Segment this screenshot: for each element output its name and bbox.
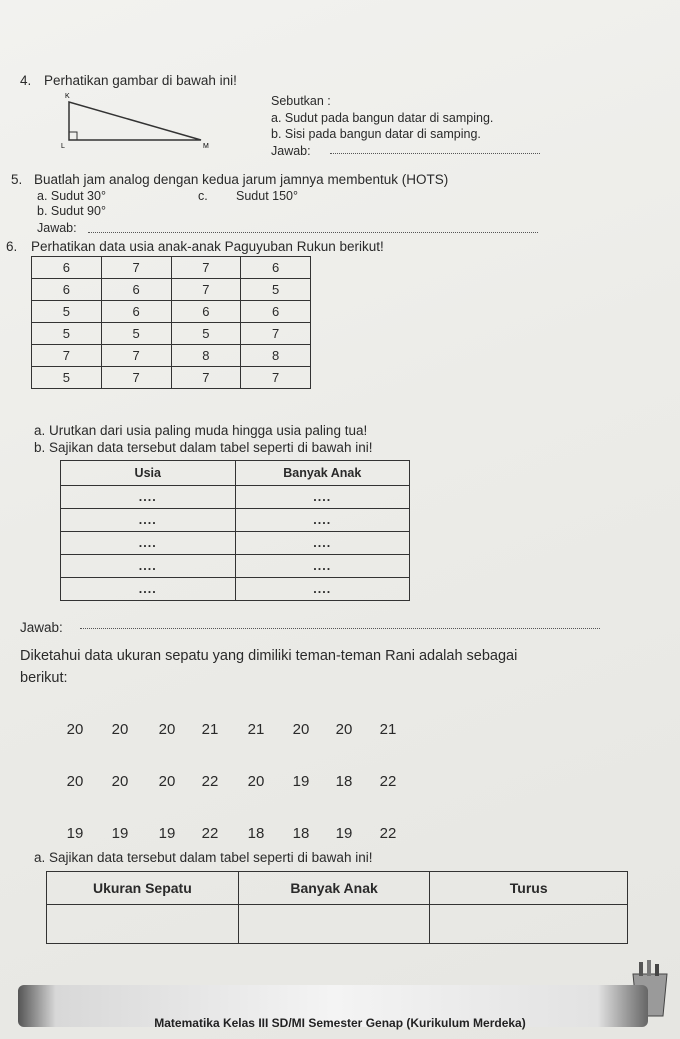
- banyak-anak-blank[interactable]: [238, 905, 430, 944]
- table-row: [32, 323, 311, 345]
- usia-blank[interactable]: ....: [61, 555, 236, 578]
- q5-part-c: Sudut 150°: [236, 189, 298, 203]
- q6-part-a: a. Urutkan dari usia paling muda hingga usia paling tua!: [34, 423, 368, 438]
- age-cell: 7: [171, 257, 241, 279]
- age-cell: 7: [32, 345, 102, 367]
- shoe-size-value: 22: [201, 773, 219, 790]
- age-frequency-table: [60, 460, 410, 601]
- table-row: [61, 555, 410, 578]
- shoe-size-value: 19: [335, 825, 353, 842]
- shoe-size-value: 20: [66, 773, 84, 790]
- q5-text: Buatlah jam analog dengan kedua jarum jamnya membentuk (HOTS): [34, 172, 449, 187]
- banyak-anak-blank[interactable]: ....: [235, 555, 410, 578]
- q6-part-b: b. Sajikan data tersebut dalam tabel seperti di bawah ini!: [34, 440, 373, 455]
- age-cell: 6: [32, 279, 102, 301]
- header-banyak-anak: Banyak Anak: [235, 461, 410, 486]
- shoe-part-a: a. Sajikan data tersebut dalam tabel seperti di bawah ini!: [34, 850, 373, 865]
- table-row: [61, 532, 410, 555]
- q6-answer-line[interactable]: [80, 628, 600, 629]
- header-turus: Turus: [430, 872, 628, 905]
- q4-part-b: b. Sisi pada bangun datar di samping.: [271, 127, 481, 141]
- age-cell: 5: [241, 279, 311, 301]
- q4-number: 4.: [20, 73, 32, 88]
- header-banyak-anak: Banyak Anak: [238, 872, 430, 905]
- shoe-size-value: 18: [335, 773, 353, 790]
- table-row: [32, 279, 311, 301]
- age-cell: 7: [101, 367, 171, 389]
- age-cell: 5: [32, 301, 102, 323]
- banyak-anak-blank[interactable]: ....: [235, 486, 410, 509]
- vertex-label-m: M: [203, 143, 209, 150]
- q5-number: 5.: [11, 172, 23, 187]
- shoe-intro-cont: berikut:: [20, 670, 68, 686]
- age-cell: 7: [171, 367, 241, 389]
- q5-answer-line[interactable]: [88, 232, 538, 233]
- shoe-size-value: 22: [201, 825, 219, 842]
- table-header-row: [47, 872, 628, 905]
- shoe-size-value: 20: [247, 773, 265, 790]
- table-row: [32, 257, 311, 279]
- table-row: [32, 367, 311, 389]
- shoe-size-value: 20: [292, 721, 310, 738]
- age-cell: 8: [241, 345, 311, 367]
- q6-jawab-label: Jawab:: [20, 620, 63, 635]
- age-cell: 7: [171, 279, 241, 301]
- age-cell: 8: [171, 345, 241, 367]
- shoe-size-value: 20: [158, 773, 176, 790]
- usia-blank[interactable]: ....: [61, 486, 236, 509]
- age-cell: 5: [171, 323, 241, 345]
- q6-number: 6.: [6, 239, 18, 254]
- vertex-label-l: L: [61, 143, 65, 150]
- q4-text: Perhatikan gambar di bawah ini!: [44, 73, 237, 88]
- shoe-size-value: 20: [335, 721, 353, 738]
- age-cell: 7: [101, 345, 171, 367]
- shoe-size-table: [46, 871, 628, 944]
- turus-blank[interactable]: [430, 905, 628, 944]
- q5-part-c-letter: c.: [198, 189, 208, 203]
- age-cell: 6: [171, 301, 241, 323]
- header-ukuran-sepatu: Ukuran Sepatu: [47, 872, 239, 905]
- shoe-size-value: 19: [111, 825, 129, 842]
- banyak-anak-blank[interactable]: ....: [235, 509, 410, 532]
- q6-text: Perhatikan data usia anak-anak Paguyuban Rukun berikut!: [31, 239, 384, 254]
- q4-jawab-label: Jawab:: [271, 144, 311, 158]
- table-header-row: [61, 461, 410, 486]
- age-cell: 5: [32, 367, 102, 389]
- usia-blank[interactable]: ....: [61, 578, 236, 601]
- usia-blank[interactable]: ....: [61, 532, 236, 555]
- q5-jawab-label: Jawab:: [37, 221, 77, 235]
- banyak-anak-blank[interactable]: ....: [235, 532, 410, 555]
- header-usia: Usia: [61, 461, 236, 486]
- age-cell: 5: [101, 323, 171, 345]
- vertex-label-k: K: [65, 93, 70, 100]
- shoe-size-value: 21: [379, 721, 397, 738]
- age-cell: 6: [241, 257, 311, 279]
- age-cell: 7: [241, 367, 311, 389]
- shoe-size-value: 18: [292, 825, 310, 842]
- shoe-size-value: 20: [66, 721, 84, 738]
- shoe-size-value: 18: [247, 825, 265, 842]
- table-row: [32, 345, 311, 367]
- ukuran-sepatu-blank[interactable]: [47, 905, 239, 944]
- table-row: [32, 301, 311, 323]
- footer-text: Matematika Kelas III SD/MI Semester Genap (Kurikulum Merdeka): [154, 1016, 526, 1030]
- q5-part-a: a. Sudut 30°: [37, 189, 106, 203]
- table-row: [61, 578, 410, 601]
- shoe-size-value: 19: [66, 825, 84, 842]
- shoe-size-value: 19: [158, 825, 176, 842]
- shoe-size-value: 20: [111, 773, 129, 790]
- shoe-size-value: 22: [379, 825, 397, 842]
- q5-part-b: b. Sudut 90°: [37, 204, 106, 218]
- banyak-anak-blank[interactable]: ....: [235, 578, 410, 601]
- q4-sebutkan: Sebutkan :: [271, 94, 331, 108]
- table-row: [47, 905, 628, 944]
- table-row: [61, 509, 410, 532]
- q4-part-a: a. Sudut pada bangun datar di samping.: [271, 111, 494, 125]
- q4-answer-line[interactable]: [330, 153, 540, 154]
- table-row: [61, 486, 410, 509]
- shoe-size-value: 22: [379, 773, 397, 790]
- age-cell: 6: [241, 301, 311, 323]
- right-triangle-figure: [55, 88, 215, 150]
- shoe-size-value: 20: [111, 721, 129, 738]
- shoe-size-value: 19: [292, 773, 310, 790]
- usia-blank[interactable]: ....: [61, 509, 236, 532]
- age-cell: 5: [32, 323, 102, 345]
- age-cell: 6: [101, 301, 171, 323]
- shoe-size-value: 21: [201, 721, 219, 738]
- shoe-size-value: 20: [158, 721, 176, 738]
- age-data-table: [31, 256, 311, 389]
- age-cell: 6: [101, 279, 171, 301]
- age-cell: 7: [241, 323, 311, 345]
- shoe-intro: Diketahui data ukuran sepatu yang dimiliki teman-teman Rani adalah sebagai: [20, 648, 518, 664]
- age-cell: 6: [32, 257, 102, 279]
- age-cell: 7: [101, 257, 171, 279]
- shoe-size-value: 21: [247, 721, 265, 738]
